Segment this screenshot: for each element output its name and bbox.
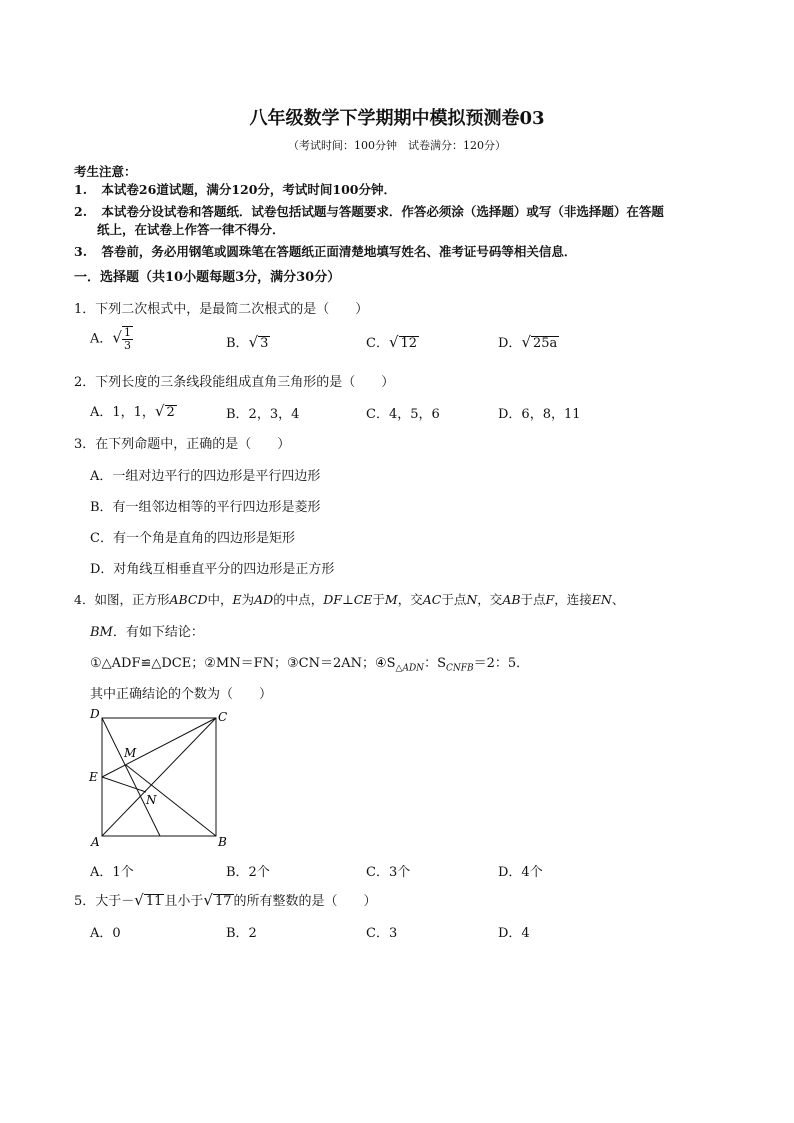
label-a: A <box>91 835 100 849</box>
text: 于点 <box>520 592 546 607</box>
q3-option-d: D．对角线互相垂直平分的四边形是正方形 <box>90 562 335 577</box>
segment-bm <box>126 765 216 836</box>
q5-option-b: B．2 <box>226 926 257 941</box>
text: 中， <box>207 592 233 607</box>
exam-info: （考试时间：100分钟 试卷满分：120分） <box>288 139 506 152</box>
option-label: B． <box>226 336 249 351</box>
q1-option-a <box>90 326 133 352</box>
q3-option-c: C．有一个角是直角的四边形是矩形 <box>90 531 295 546</box>
q1-option-b <box>226 332 270 351</box>
label-b: B <box>218 835 227 849</box>
notice-item <box>74 242 576 260</box>
radical-sign: √ <box>203 891 213 909</box>
radical-sign: √ <box>112 328 122 347</box>
radical-sign: √ <box>154 402 165 420</box>
radical-sign: √ <box>521 333 531 351</box>
q2-option-d: D．6，8，11 <box>498 407 581 422</box>
var: DF <box>323 592 342 607</box>
question-4-conclusions <box>90 652 529 674</box>
text: 、 <box>611 592 625 607</box>
var: E <box>232 592 242 607</box>
label-e: E <box>89 770 98 784</box>
notice-num: 1. <box>74 182 88 197</box>
text: ，交 <box>397 592 423 607</box>
subscript: CNFB <box>445 663 474 674</box>
notice-num: 3. <box>74 244 88 259</box>
numerator: 1 <box>123 326 131 339</box>
radical-sign: √ <box>388 333 399 351</box>
var: CE <box>353 592 373 607</box>
page-title: 八年级数学下学期期中模拟预测卷03 <box>249 108 545 129</box>
text: 于点 <box>441 592 467 607</box>
var: AC <box>422 592 442 607</box>
notice-text: 本试卷分设试卷和答题纸．试卷包括试题与答题要求．作答必须涂（选择题）或写（非选择题）在答题 <box>101 204 664 219</box>
radical-sign: √ <box>134 891 144 909</box>
var: N <box>466 592 478 607</box>
option-label: D． <box>498 336 522 351</box>
fraction <box>122 326 133 352</box>
var: AB <box>502 592 521 607</box>
text: ，交 <box>477 592 503 607</box>
notice-text: 答卷前，务必用钢笔或圆珠笔在答题纸正面清楚地填写姓名、准考证号码等相关信息． <box>101 244 577 259</box>
var: EN <box>591 592 612 607</box>
var: BM <box>90 625 113 640</box>
text: 5．大于－ <box>74 894 135 909</box>
text: ①△ADF≌△DCE；②MN＝FN；③CN＝2AN；④S <box>90 656 396 671</box>
segment-df <box>102 718 160 836</box>
notice-num: 2. <box>74 204 88 219</box>
q2-option-b: B．2，3，4 <box>226 407 300 422</box>
var: M <box>384 592 398 607</box>
question-4-stem <box>74 590 624 608</box>
text: 且小于 <box>164 894 204 909</box>
q4-option-d: D．4个 <box>498 865 543 880</box>
text: 于 <box>372 592 385 607</box>
q4-option-a: A．1个 <box>90 865 134 880</box>
q2-option-a <box>90 401 177 420</box>
question-3-stem: 3．在下列命题中，正确的是（ ） <box>74 437 291 452</box>
notice-text: 本试卷26道试题，满分120分，考试时间100分钟． <box>101 182 397 197</box>
var: F <box>545 592 555 607</box>
notice-heading: 考生注意： <box>74 164 137 179</box>
q4-option-c: C．3个 <box>366 865 411 880</box>
notice-text-cont: 纸上，在试卷上作答一律不得分． <box>97 222 285 237</box>
q3-option-b: B．有一组邻边相等的平行四边形是菱形 <box>90 500 321 515</box>
notice-item <box>74 180 396 198</box>
option-label: A．1，1， <box>90 405 155 420</box>
radical-sign: √ <box>248 333 259 351</box>
denominator: 3 <box>123 339 131 352</box>
question-5-stem <box>74 890 377 909</box>
text: 的所有整数的是（ ） <box>233 894 377 909</box>
q5-option-d: D．4 <box>498 926 530 941</box>
q4-option-b: B．2个 <box>226 865 270 880</box>
section-heading: 一．选择题（共10小题每题3分，满分30分） <box>74 270 341 285</box>
text: ⊥ <box>341 592 354 607</box>
question-4-line2 <box>90 621 204 640</box>
label-n: N <box>146 793 157 807</box>
notice-item <box>74 202 664 220</box>
q3-option-a: A．一组对边平行的四边形是平行四边形 <box>90 469 321 484</box>
label-d: D <box>90 707 100 721</box>
q5-option-a: A．0 <box>90 926 121 941</box>
segment-ce <box>102 718 216 777</box>
label-m: M <box>124 746 137 760</box>
q5-option-c: C．3 <box>366 926 398 941</box>
question-1-stem: 1．下列二次根式中，是最简二次根式的是（ ） <box>74 302 369 317</box>
var: AD <box>254 592 274 607</box>
text: ．有如下结论： <box>112 625 204 640</box>
text: 的中点， <box>273 592 324 607</box>
q1-option-c <box>366 332 419 351</box>
radicand: 2 <box>166 405 175 420</box>
subscript: △ADN <box>395 663 425 674</box>
text: ＝2：5． <box>473 656 530 671</box>
question-4-line4: 其中正确结论的个数为（ ） <box>90 687 273 702</box>
segment-en <box>102 777 146 792</box>
text: 为 <box>241 592 255 607</box>
label-c: C <box>218 710 228 724</box>
square-figure <box>84 704 234 852</box>
question-2-stem: 2．下列长度的三条线段能组成直角三角形的是（ ） <box>74 375 395 390</box>
diagonal-ac <box>102 718 216 836</box>
option-label: A． <box>90 331 113 347</box>
radicand: 3 <box>260 336 269 351</box>
radicand: 11 <box>145 894 163 909</box>
text: ，连接 <box>554 592 592 607</box>
option-label: C． <box>366 336 389 351</box>
radicand: 12 <box>400 336 418 351</box>
text: 4．如图，正方形 <box>74 592 170 607</box>
radicand: 25a <box>533 336 558 351</box>
radicand: 17 <box>214 894 232 909</box>
q2-option-c: C．4，5，6 <box>366 407 440 422</box>
var: ABCD <box>169 592 208 607</box>
text: ：S <box>424 656 446 671</box>
q1-option-d <box>498 332 559 351</box>
